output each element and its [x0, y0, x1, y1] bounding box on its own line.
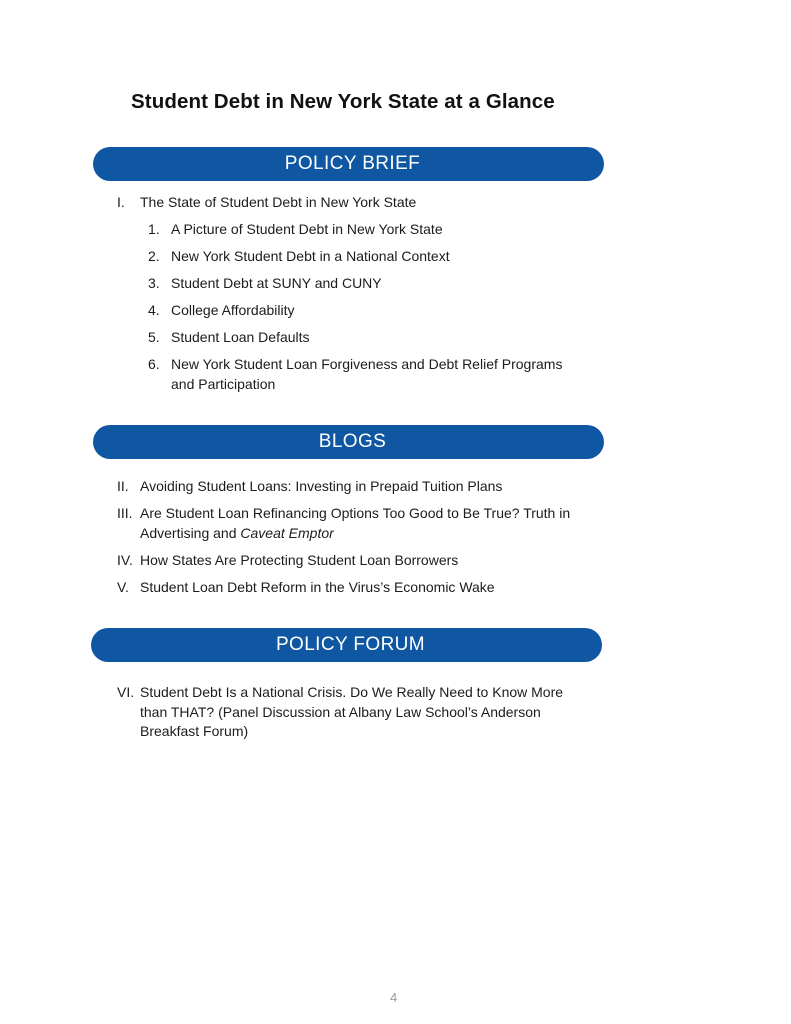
subitem-number: 4.	[148, 302, 160, 318]
item-text-line1: Student Debt Is a National Crisis. Do We Really Need to Know More	[140, 684, 564, 700]
item-text-line2	[140, 524, 334, 544]
subitem-text: College Affordability	[171, 302, 295, 318]
subitem-text-line2: and Participation	[171, 375, 276, 392]
item-text-line1: Are Student Loan Refinancing Options Too Good to Be True? Truth in	[140, 505, 571, 521]
policy-brief-list	[117, 193, 617, 403]
item-number: III.	[117, 505, 133, 521]
item-text: The State of Student Debt in New York State	[140, 194, 417, 210]
blogs-list	[117, 477, 617, 607]
item-text: How States Are Protecting Student Loan Borrowers	[140, 552, 459, 568]
section-heading-label: BLOGS	[318, 431, 387, 452]
item-number: I.	[117, 194, 125, 210]
item-text: Student Loan Debt Reform in the Virus’s Economic Wake	[140, 579, 495, 595]
section-heading-label: POLICY BRIEF	[284, 153, 421, 174]
section-header-policy-brief	[93, 147, 604, 181]
subitem-number: 6.	[148, 356, 160, 372]
subitem-text: Student Debt at SUNY and CUNY	[171, 275, 382, 291]
item-number: IV.	[117, 552, 133, 568]
subitem-text: A Picture of Student Debt in New York State	[171, 221, 443, 237]
item-text-line3: Breakfast Forum)	[140, 723, 249, 739]
subitem-number: 3.	[148, 275, 160, 291]
subitem-text: Student Loan Defaults	[171, 329, 310, 345]
subitem-number: 2.	[148, 248, 160, 264]
subitem-number: 1.	[148, 221, 160, 237]
item-text-italic: Caveat Emptor	[240, 524, 334, 541]
item-text-plain: Advertising and	[140, 524, 241, 541]
item-number: VI.	[117, 684, 135, 700]
section-header-blogs	[93, 425, 604, 459]
section-heading-label: POLICY FORUM	[275, 634, 426, 655]
subitem-number: 5.	[148, 329, 160, 345]
subitem-text: New York Student Debt in a National Context	[171, 248, 450, 264]
subitem-text-line1: New York Student Loan Forgiveness and Debt Relief Programs	[171, 356, 563, 372]
item-text: Avoiding Student Loans: Investing in Prepaid Tuition Plans	[140, 478, 503, 494]
item-number: V.	[117, 579, 129, 595]
page-title: Student Debt in New York State at a Glance	[131, 90, 555, 113]
policy-forum-list	[117, 683, 617, 753]
item-number: II.	[117, 478, 129, 494]
section-header-policy-forum	[91, 628, 602, 662]
item-text-line2: than THAT? (Panel Discussion at Albany Law School’s Anderson	[140, 703, 541, 720]
page-number: 4	[390, 990, 398, 1005]
